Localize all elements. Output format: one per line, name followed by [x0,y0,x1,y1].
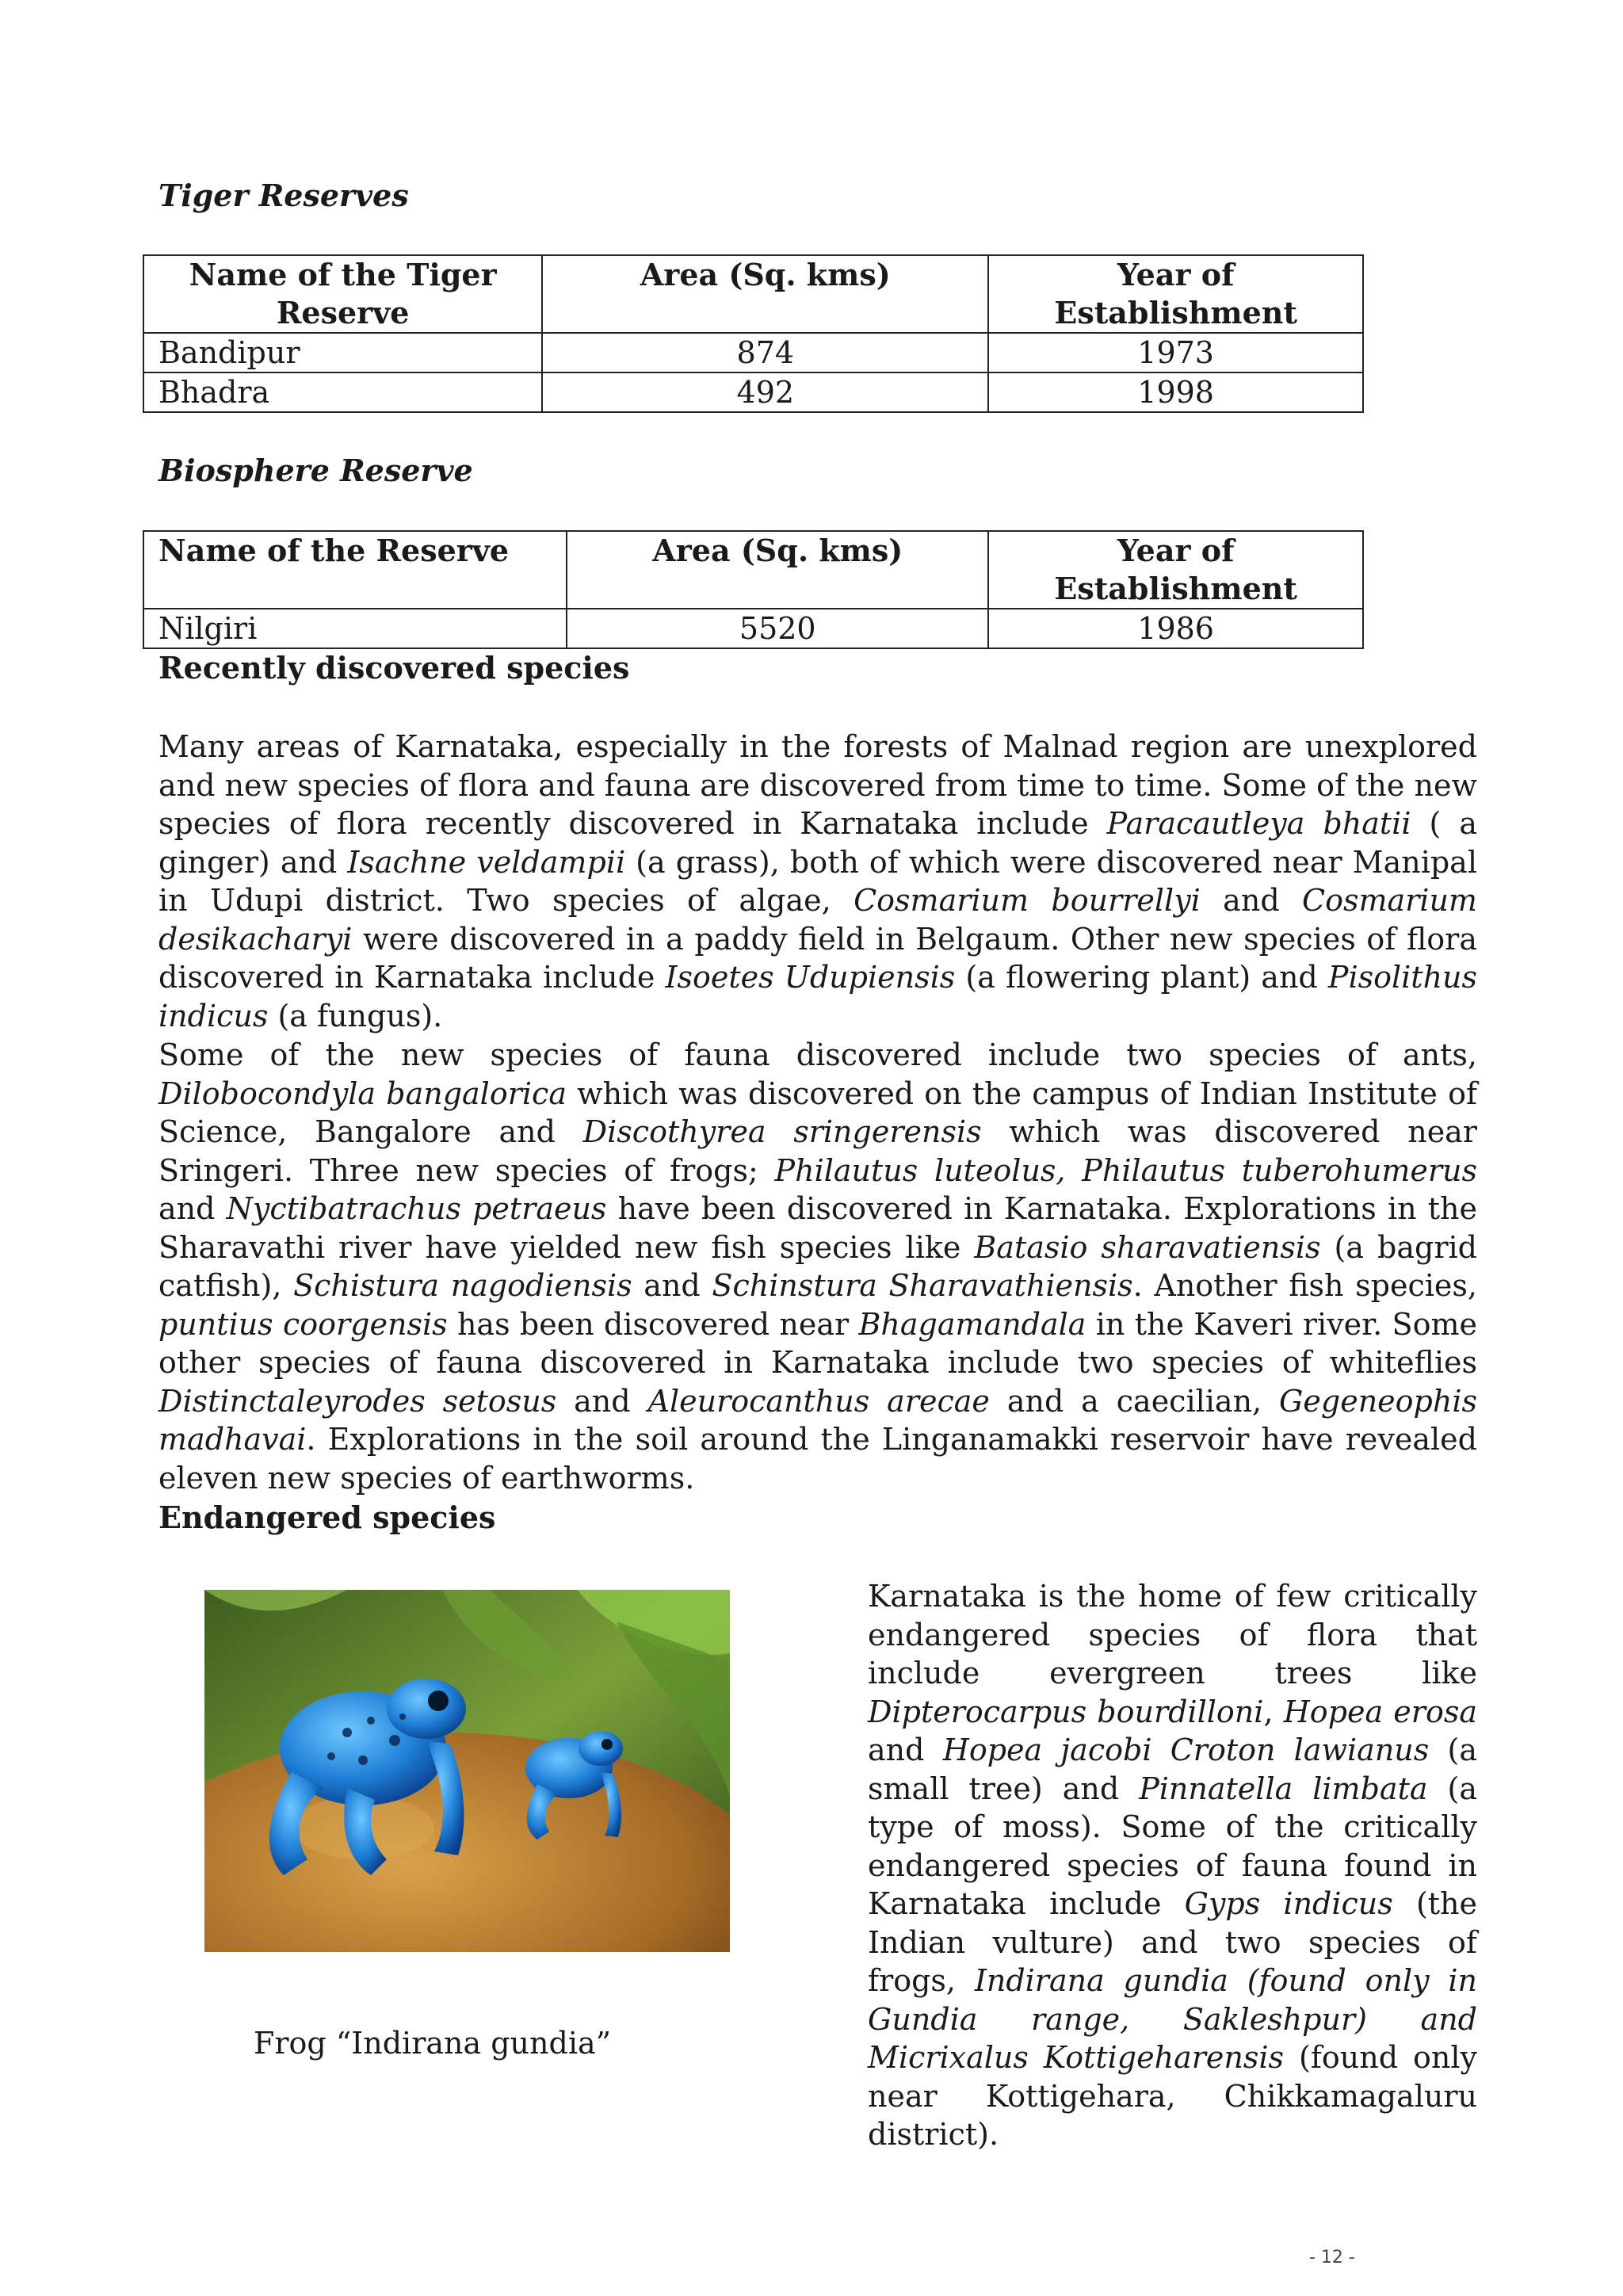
fauna-paragraph: Some of the new species of fauna discovered include two species of ants, Dilobocondyla bangalorica which was discovered on the campus of Indian Institute of Science, Bangalore and Discothyrea sringerensis which was discovered near Sringeri. Three new species of frogs; Philautus luteolus, Philautus tuberohumerus and Nyctibatrachus petraeus have been discovered in Karnataka. Explorations in the Sharavathi river have yielded new fish species like Batasio sharavatiensis (a bagrid catfish), Schistura nagodiensis and Schinstura Sharavathiensis. Another fish species, puntius coorgensis has been discovered near Bhagamandala in the Kaveri river. Some other species of fauna discovered in Karnataka include two species of whiteflies Distinctaleyrodes setosus and Aleurocanthus arecae and a caecilian, Gegeneophis madhavai. Explorations in the soil around the Linganamakki reservoir have revealed eleven new species of earthworms. [158,1037,1478,1496]
biosphere-reserve-heading: Biosphere Reserve [158,453,473,488]
table-header-cell: Name of the Tiger Reserve [143,255,542,333]
table-cell: Bhadra [143,372,542,412]
table-header-cell: Area (Sq. kms) [567,531,988,609]
table-header-row [143,531,1363,609]
table-cell: Bandipur [143,333,542,372]
frog-photo [204,1590,730,1952]
table-header-cell: Year of Establishment [988,531,1363,609]
table-header-cell: Name of the Reserve [143,531,567,609]
table-row [143,609,1363,648]
table-cell: 1973 [988,333,1363,372]
table-header-cell: Year of Establishment [988,255,1363,333]
tiger-reserves-table [143,254,1364,413]
tiger-reserves-heading: Tiger Reserves [158,178,409,213]
biosphere-reserve-table [143,530,1364,649]
endangered-species-heading: Endangered species [158,1499,496,1535]
frog-photo-caption: Frog “Indirana gundia” [254,2026,612,2061]
table-cell: 492 [542,372,988,412]
table-cell: 1998 [988,372,1363,412]
flora-paragraph: Many areas of Karnataka, especially in the forests of Malnad region are unexplored and new species of flora and fauna are discovered from time to time. Some of the new species of flora recently discovered in Karnataka include Paracautleya bhatii ( a ginger) and Isachne veldampii (a grass), both of which were discovered near Manipal in Udupi district. Two species of algae, Cosmarium bourrellyi and Cosmarium desikacharyi were discovered in a paddy field in Belgaum. Other new species of flora discovered in Karnataka include Isoetes Udupiensis (a flowering plant) and Pisolithus indicus (a fungus). [158,729,1478,1033]
table-header-row [143,255,1363,333]
endangered-paragraph: Karnataka is the home of few critically endangered species of flora that include evergreen trees like Dipterocarpus bourdilloni, Hopea erosa and Hopea jacobi Croton lawianus (a small tree) and Pinnatella limbata (a type of moss). Some of the critically endangered species of fauna found in Karnataka include Gyps indicus (the Indian vulture) and two species of frogs, Indirana gundia (found only in Gundia range, Sakleshpur) and Micrixalus Kottigeharensis (found only near Kottigehara, Chikkamagaluru district). [868,1579,1478,2152]
table-header-cell: Area (Sq. kms) [542,255,988,333]
table-row [143,333,1363,372]
table-cell: 5520 [567,609,988,648]
table-cell: 874 [542,333,988,372]
recent-species-heading: Recently discovered species [158,650,630,686]
table-row [143,372,1363,412]
table-cell: 1986 [988,609,1363,648]
table-cell: Nilgiri [143,609,567,648]
page-number: - 12 - [1309,2248,1355,2267]
